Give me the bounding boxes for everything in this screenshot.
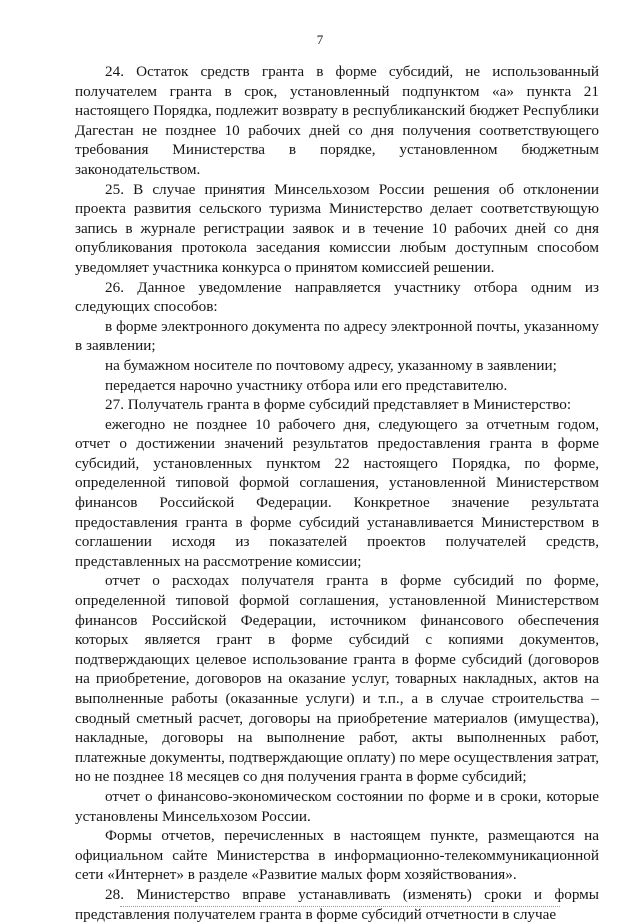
list-item-paper: на бумажном носителе по почтовому адресу, указанному в заявлении; [105, 356, 557, 374]
paragraph-27: 27. Получатель гранта в форме субсидий представляет в Министерство: [105, 396, 572, 414]
list-item-email: в форме электронного документа по адресу электронной почты, указанному в заявлении; [75, 317, 599, 355]
paragraph-24: 24. Остаток средств гранта в форме субсидий, не использованный получателем гранта в срок, установленный подпунктом «а» пункта 21 настоящего Порядка, подлежит возврату в республиканский бюджет Республики Дагестан не позднее 10 рабочих дней со дня получения соответствующего требования Министерства в порядке, установленном бюджетным законодательством. [75, 63, 599, 178]
list-item-courier: передается нарочно участнику отбора или его представителю. [105, 376, 508, 394]
scan-edge-line [120, 906, 560, 907]
list-item-financial-report: отчет о финансово-экономическом состоянии по форме и в сроки, которые установлены Минсельхозом России. [75, 787, 599, 825]
paragraph-26: 26. Данное уведомление направляется участнику отбора одним из следующих способов: [75, 278, 599, 316]
document-body [75, 62, 599, 924]
paragraph-25: 25. В случае принятия Минсельхозом России решения об отклонении проекта развития сельского туризма Министерство делает соответствующую запись в журнале регистрации заявок и в течение 10 рабочих дней со дня опубликования протокола заседания комиссии любым доступным способом уведомляет участника конкурса о принятом комиссией решении. [75, 180, 599, 276]
paragraph-28: 28. Министерство вправе устанавливать (изменять) сроки и формы представления получателем гранта в форме субсидий отчетности в случае [75, 885, 599, 923]
list-item-expenses-report: отчет о расходах получателя гранта в форме субсидий по форме, определенной типовой формой соглашения, установленной Министерством финансов Российской Федерации, источником финансового обеспечения которых является грант в форме субсидий с копиями документов, подтверждающих целевое использование гранта в форме субсидий (договоров на приобретение, договоров на оказание услуг, товарных накладных, актов на выполненные работы (оказанные услуги) и т.п., а в случае строительства – сводный сметный расчет, договоры на приобретение материалов (имущества), накладные, договоры на выполнение работ, акты выполненных работ, платежные документы, подтверждающие оплату) по мере осуществления затрат, но не позднее 18 месяцев со дня получения гранта в форме субсидий; [75, 572, 599, 786]
paragraph-report-forms: Формы отчетов, перечисленных в настоящем пункте, размещаются на официальном сайте Министерства в информационно-телекоммуникационной сети «Интернет» в разделе «Развитие малых форм хозяйствования». [75, 827, 599, 884]
page-number: 7 [316, 32, 324, 47]
list-item-results-report: ежегодно не позднее 10 рабочего дня, следующего за отчетным годом, отчет о достижении значений результатов предоставления гранта в форме субсидий, установленных пунктом 22 настоящего Порядка, по форме, определенной типовой формой соглашения, установленной Министерством финансов Российской Федерации. Конкретное значение результата предоставления гранта в форме субсидий устанавливается Министерством в соглашении исходя из показателей проектов получателей средств, представленных на рассмотрение комиссии; [75, 415, 599, 570]
